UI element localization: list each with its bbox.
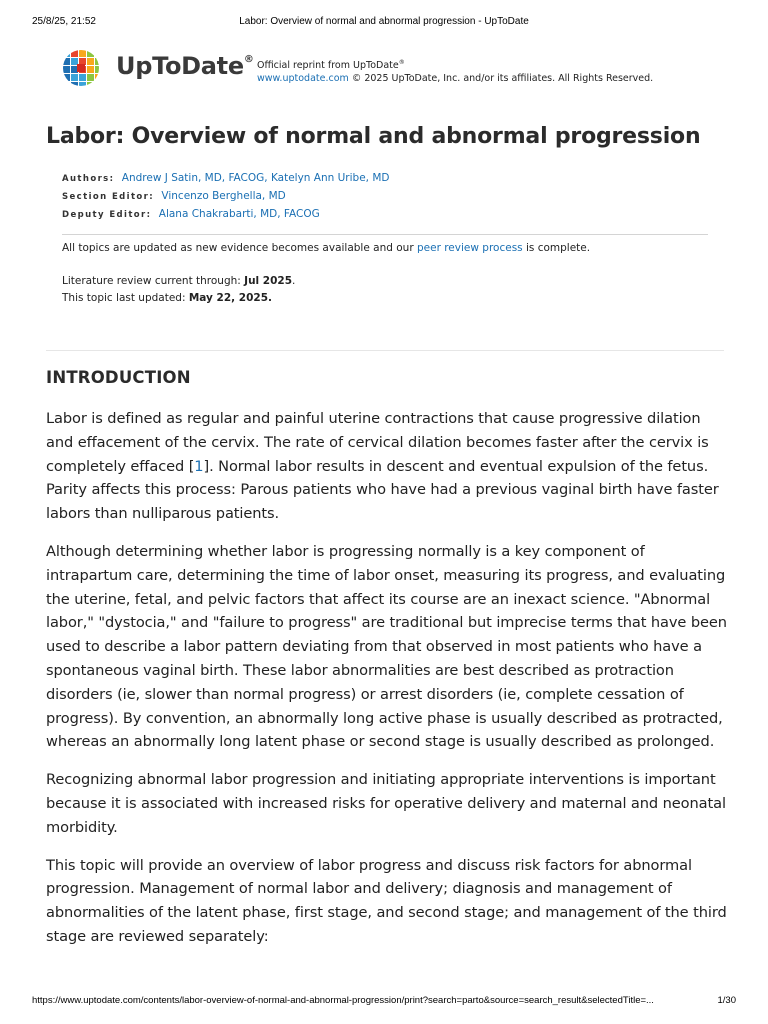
reprint-line <box>257 56 653 72</box>
last-updated-label: This topic last updated: <box>62 292 189 304</box>
introduction-heading: INTRODUCTION <box>46 368 191 387</box>
p1-text-after: ]. Normal labor results in descent and eventual expulsion of the fetus. Parity affects this process: Parous patients who have had a previous vaginal birth have faster labors than nulliparous patients. <box>46 457 719 523</box>
authors-label-text: Authors: <box>62 174 115 184</box>
brand-header <box>60 48 700 90</box>
section-editor-label-text: Section Editor: <box>62 192 155 202</box>
intro-paragraph-3: Recognizing abnormal labor progression and initiating appropriate interventions is important because it is associated with increased risks for operative delivery and maternal and neonatal morbidity. <box>46 771 726 836</box>
deputy-editor-row <box>62 206 712 224</box>
copyright-text: © 2025 UpToDate, Inc. and/or its affiliates. All Rights Reserved. <box>351 73 654 85</box>
uptodate-logo-icon[interactable] <box>60 48 102 90</box>
notice-text-after: is complete. <box>522 242 591 254</box>
print-datetime: 25/8/25, 21:52 <box>32 16 96 27</box>
topic-credits <box>62 170 712 224</box>
deputy-editor-link[interactable]: Alana Chakrabarti, MD, FACOG <box>158 208 320 220</box>
section-editor-link[interactable]: Vincenzo Berghella, MD <box>161 190 286 202</box>
lit-review-date: Jul 2025 <box>244 275 293 287</box>
intro-paragraph-1 <box>46 407 728 526</box>
intro-paragraph-2: Although determining whether labor is progressing normally is a key component of intrapartum care, determining the time of labor onset, measuring its progress, and evaluating the uterine, fetal, and pelvic factors that affect its course are an inexact science. "Abnormal labor," "dystocia," and "failure to progress" are traditional but imprecise terms that have been used to describe a labor pattern deviating from that observed in most patients who have a spontaneous vaginal birth. These labor abnormalities are best described as protraction disorders (ie, slower than normal progress) or arrest disorders (ie, complete cessation of progress). By convention, an abnormally long active phase is usually described as protracted, whereas an abnormally long latent phase or second stage is usually described as prolonged. <box>46 542 727 751</box>
uptodate-site-link[interactable]: www.uptodate.com <box>257 73 349 85</box>
authors-link[interactable]: Andrew J Satin, MD, FACOG, Katelyn Ann Uribe, MD <box>121 172 390 184</box>
authors-row <box>62 170 712 188</box>
print-page-title: Labor: Overview of normal and abnormal progression - UpToDate <box>239 16 529 27</box>
review-dates <box>62 273 295 307</box>
reference-link-1[interactable]: 1 <box>194 457 204 475</box>
brand-name: UpToDate <box>116 52 244 80</box>
credits-divider <box>62 234 708 235</box>
last-updated-line <box>62 290 295 307</box>
authors-label <box>62 174 114 184</box>
lit-review-label: Literature review current through: <box>62 275 245 287</box>
lit-review-line: Literature review current through: Jul 2025. <box>62 275 296 287</box>
section-editor-label <box>62 192 154 202</box>
deputy-editor-label-text: Deputy Editor: <box>62 210 152 220</box>
section-editor-row <box>62 188 712 206</box>
deputy-editor-label <box>62 210 151 220</box>
reprint-notice <box>257 56 653 85</box>
print-header <box>32 16 736 30</box>
p1-text-before: Labor is defined as regular and painful uterine contractions that cause progressive dilation and effacement of the cervix. The rate of cervical dilation becomes faster after the cervix is completely effaced [ <box>46 410 709 475</box>
topic-title: Labor: Overview of normal and abnormal progression <box>46 124 701 149</box>
reprint-registered-mark: ® <box>398 59 405 66</box>
print-footer <box>32 995 736 1009</box>
last-updated-date: May 22, 2025. <box>188 292 273 304</box>
print-url: https://www.uptodate.com/contents/labor-overview-of-normal-and-abnormal-progression/print?search=parto&source=search_result&selectedTitle=... <box>32 995 654 1006</box>
page-number: 1/30 <box>717 995 736 1006</box>
registered-mark: ® <box>243 54 254 65</box>
update-notice <box>62 242 590 254</box>
peer-review-link[interactable]: peer review process <box>416 242 523 254</box>
introduction-body <box>46 407 728 963</box>
brand-wordmark <box>116 52 254 80</box>
header-divider <box>46 350 724 351</box>
reprint-text: Official reprint from UpToDate <box>257 60 399 72</box>
notice-text-before: All topics are updated as new evidence becomes available and our <box>62 242 417 254</box>
intro-paragraph-4: This topic will provide an overview of labor progress and discuss risk factors for abnormal progression. Management of normal labor and delivery; diagnosis and management of abnormalities of the latent phase, first stage, and second stage; and management of the third stage are reviewed separately: <box>46 856 727 945</box>
copyright-line <box>257 72 653 85</box>
